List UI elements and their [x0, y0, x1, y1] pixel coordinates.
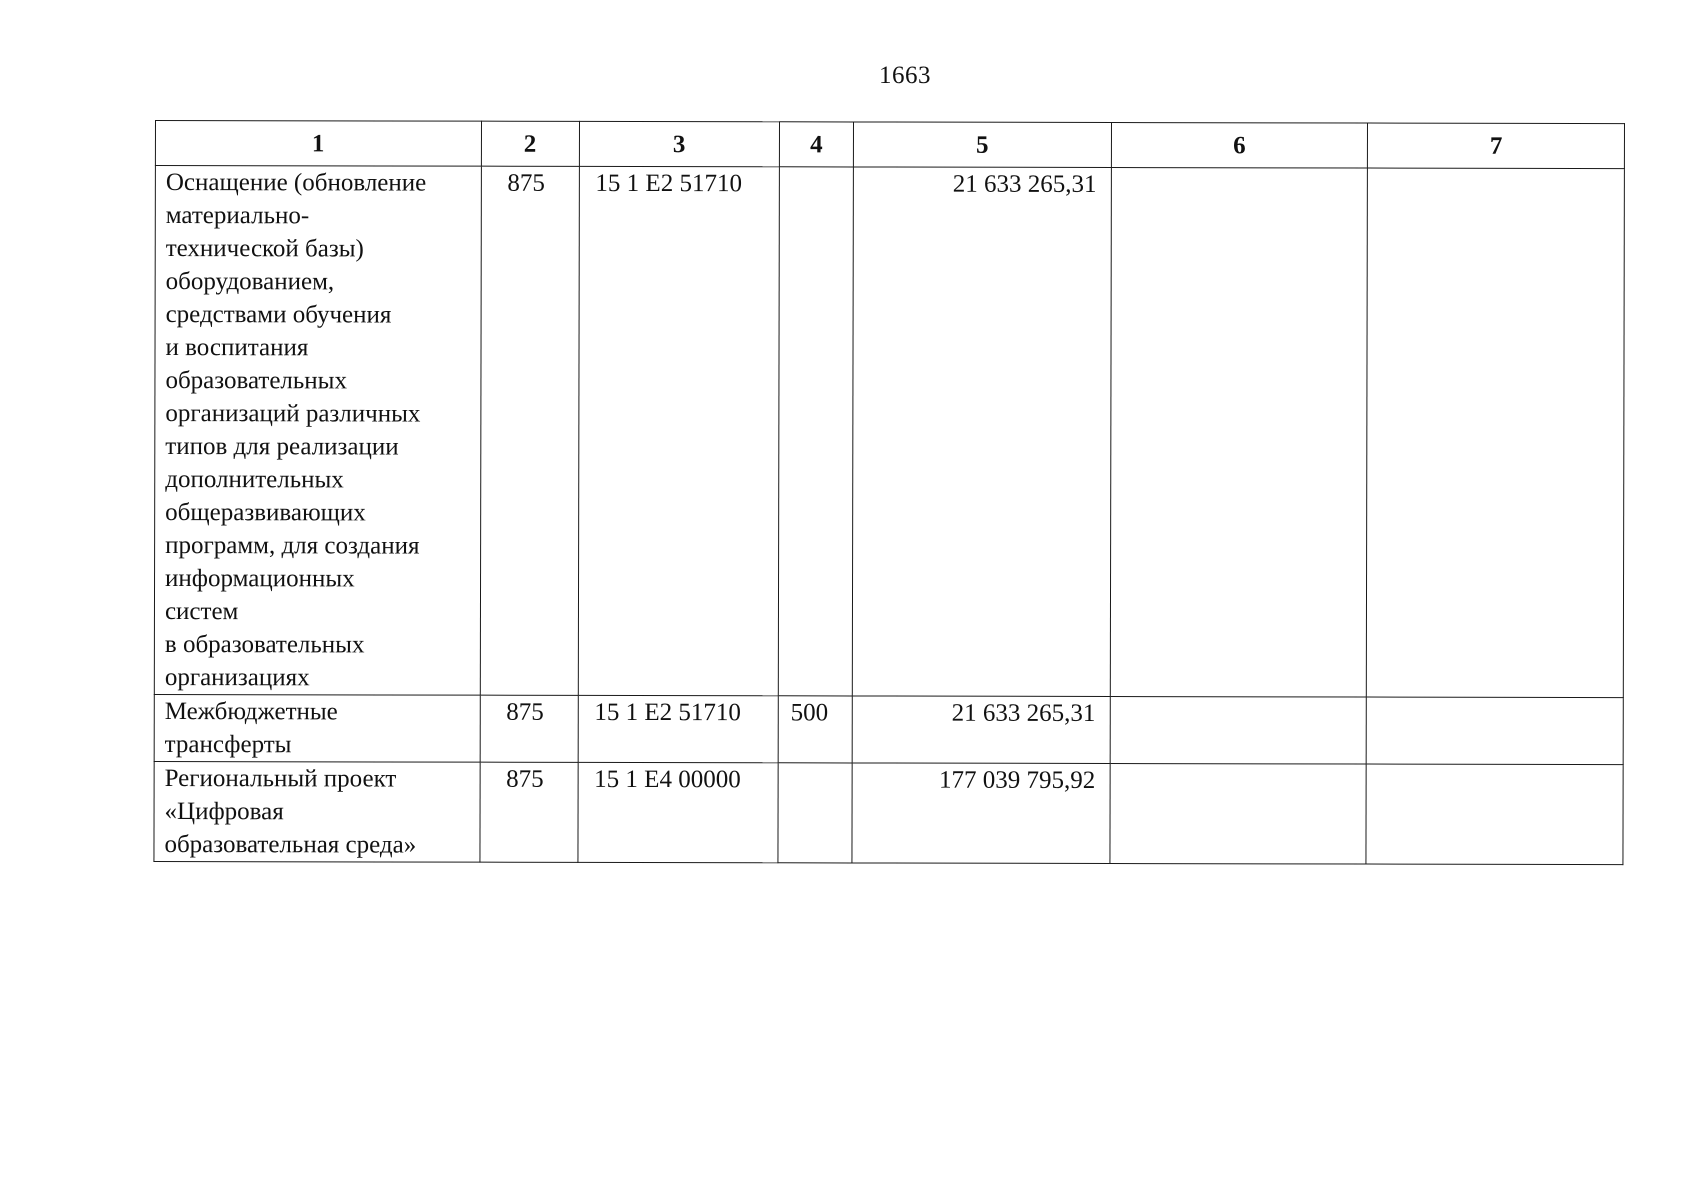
header-col-6: 6 [1111, 123, 1368, 169]
header-col-7: 7 [1368, 123, 1625, 169]
target-article-cell: 15 1 Е2 51710 [578, 166, 779, 695]
admin-code-cell: 875 [479, 762, 577, 862]
amount-cell: 21 633 265,31 [852, 167, 1111, 697]
col6-cell [1110, 168, 1368, 698]
admin-code-cell: 875 [480, 166, 579, 695]
amount-cell: 177 039 795,92 [852, 763, 1110, 864]
header-col-2: 2 [481, 121, 579, 166]
col7-cell [1367, 168, 1625, 698]
col7-cell [1366, 697, 1623, 765]
target-article-cell: 15 1 Е4 00000 [578, 762, 779, 862]
table-row [154, 166, 1624, 698]
header-col-1: 1 [155, 121, 481, 167]
admin-code-cell: 875 [480, 695, 578, 762]
row-name-cell: Региональный проект «Цифровая образовательная среда» [154, 761, 480, 862]
expense-type-cell: 500 [778, 696, 852, 763]
col6-cell [1110, 764, 1367, 865]
col7-cell [1366, 764, 1623, 865]
header-col-3: 3 [579, 121, 779, 166]
table-row [154, 694, 1623, 764]
table-row [154, 761, 1623, 864]
header-col-4: 4 [779, 122, 853, 167]
col6-cell [1110, 697, 1367, 765]
target-article-cell: 15 1 Е2 51710 [578, 695, 778, 762]
expense-type-cell [778, 763, 852, 863]
header-col-5: 5 [853, 122, 1111, 168]
amount-cell: 21 633 265,31 [852, 696, 1110, 764]
budget-table [153, 120, 1625, 865]
page-number: 1663 [879, 62, 931, 89]
expense-type-cell [778, 167, 853, 696]
header-row [155, 121, 1624, 169]
row-name-cell: Межбюджетные трансферты [154, 694, 480, 762]
row-name-cell: Оснащение (обновление материально- технической базы) оборудованием, средствами обучения и воспитания образовательных организаций различных типов для реализации дополнительных общеразвивающих программ, для создания информационных систем в образовательных организациях [154, 166, 481, 696]
